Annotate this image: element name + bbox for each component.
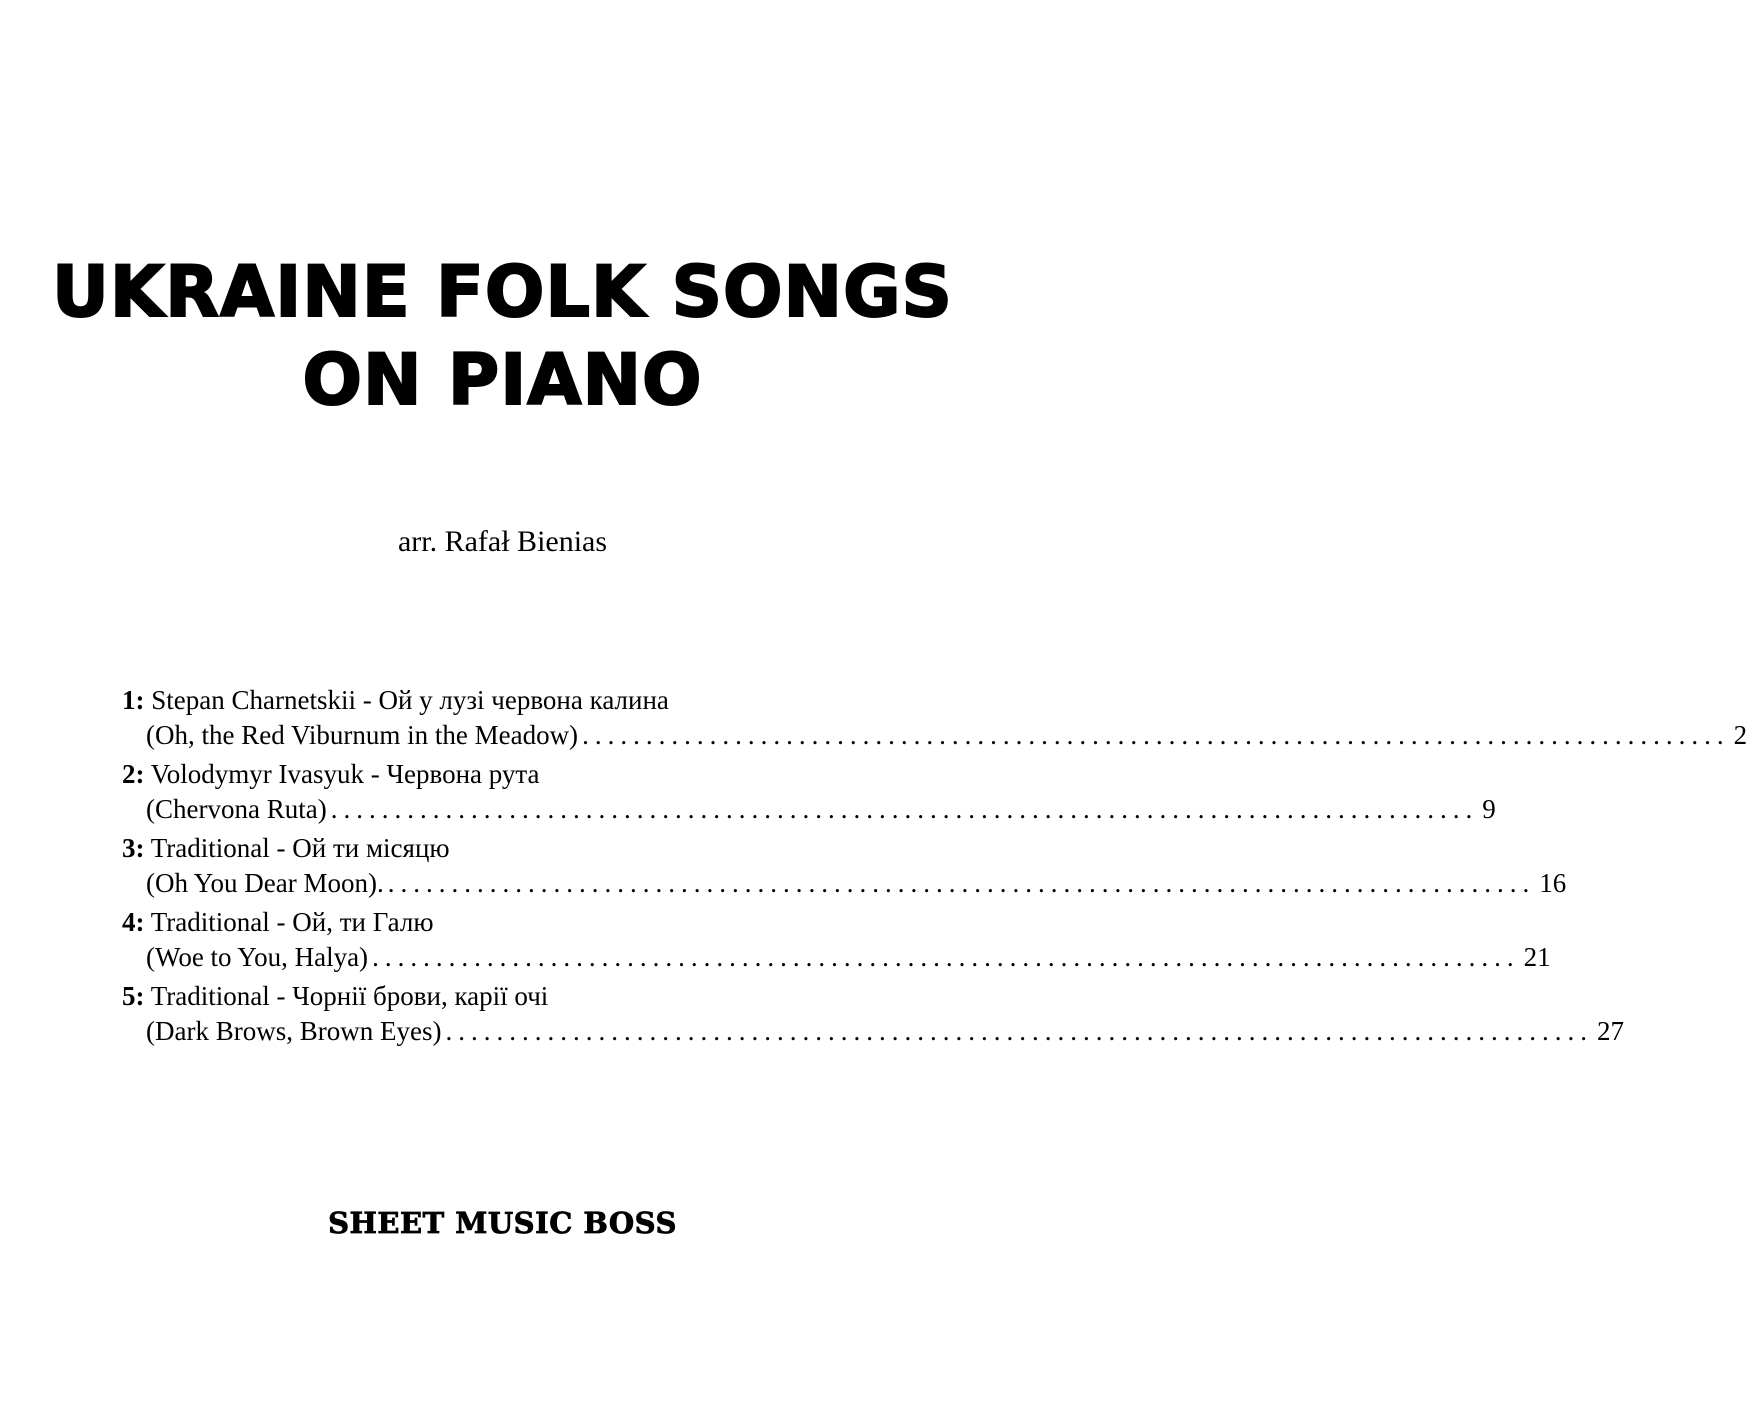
toc-entry-title: Traditional - Ой, ти Галю <box>144 907 434 937</box>
toc-leader-dots: .......................................................................................... <box>387 868 1536 898</box>
toc-entry-page: 16 <box>1539 868 1567 898</box>
page-title <box>0 248 1005 424</box>
toc-entry-title: Traditional - Ой ти місяцю <box>144 833 450 863</box>
toc-entry-number: 1: <box>122 685 145 715</box>
toc-entry-subline <box>122 718 1747 753</box>
toc-entry-subline <box>122 866 1567 901</box>
title-line-2: ON PIANO <box>302 339 703 421</box>
toc-entry-page: 27 <box>1596 1016 1624 1046</box>
toc-entry-page: 2 <box>1733 720 1747 750</box>
toc-entry-page: 9 <box>1482 794 1496 824</box>
toc-entry-title: Traditional - Чорнії брови, карії очі <box>144 981 549 1011</box>
arranger-credit: arr. Rafał Bienias <box>397 525 608 558</box>
table-of-contents <box>122 683 1747 1053</box>
publisher-name: SHEET MUSIC BOSS <box>328 1206 677 1240</box>
toc-entry-number: 4: <box>122 907 145 937</box>
toc-entry-title: Volodymyr Ivasyuk - Червона рута <box>144 759 540 789</box>
toc-entry-subtitle: (Woe to You, Halya) <box>146 942 369 972</box>
toc-entry-subtitle: (Chervona Ruta) <box>146 794 327 824</box>
toc-entry <box>122 757 1496 827</box>
toc-entry-number: 5: <box>122 981 145 1011</box>
toc-entry-subtitle: (Oh You Dear Moon). <box>146 868 384 898</box>
toc-entry-subline <box>122 1014 1624 1049</box>
toc-entry-subtitle: (Dark Brows, Brown Eyes) <box>146 1016 442 1046</box>
toc-leader-dots: .......................................................................................... <box>372 942 1520 972</box>
toc-entry-number: 3: <box>122 833 145 863</box>
toc-entry <box>122 905 1551 975</box>
toc-entry-number: 2: <box>122 759 145 789</box>
toc-entry-heading <box>122 757 887 792</box>
toc-entry-heading <box>122 683 887 718</box>
toc-entry-heading <box>122 905 887 940</box>
toc-entry-page: 21 <box>1523 942 1551 972</box>
toc-entry-heading <box>122 979 887 1014</box>
toc-entry <box>122 683 1747 753</box>
title-line-1: UKRAINE FOLK SONGS <box>52 251 953 333</box>
toc-entry-heading <box>122 831 887 866</box>
toc-entry <box>122 831 1567 901</box>
toc-entry-subline <box>122 792 1496 827</box>
toc-entry-subtitle: (Oh, the Red Viburnum in the Meadow) <box>146 720 579 750</box>
toc-entry <box>122 979 1624 1049</box>
toc-leader-dots: .......................................................................................... <box>582 720 1730 750</box>
toc-leader-dots: .......................................................................................... <box>445 1016 1593 1046</box>
toc-entry-title: Stepan Charnetskii - Ой у лузі червона калина <box>144 685 669 715</box>
toc-entry-subline <box>122 940 1551 975</box>
toc-leader-dots: .......................................................................................... <box>330 794 1479 824</box>
